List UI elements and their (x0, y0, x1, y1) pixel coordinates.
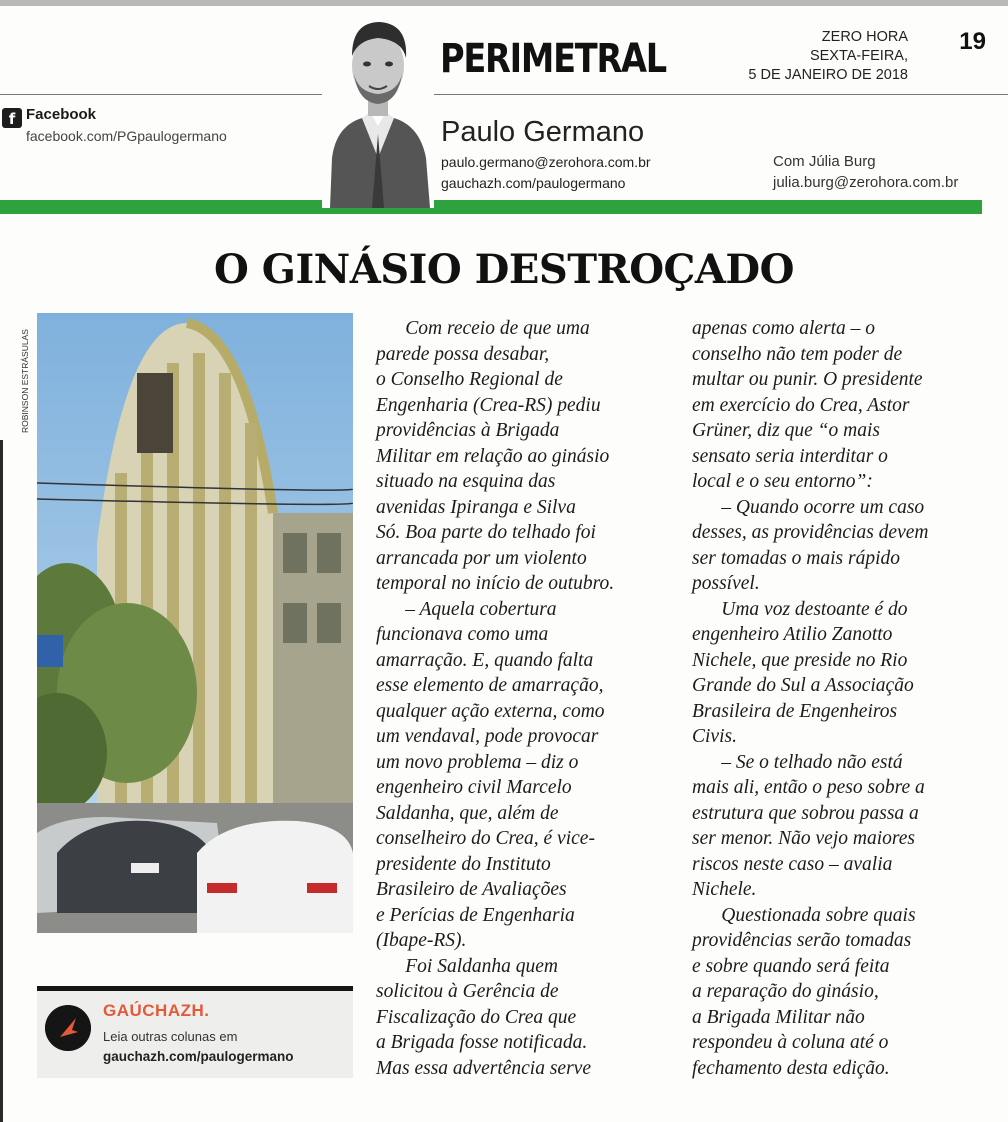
promo-brand: GAÚCHAZH. (103, 1001, 210, 1020)
article-line: providências à Brigada (376, 420, 560, 441)
article-line: riscos neste caso – avalia (692, 853, 893, 875)
gauchazh-promo[interactable] (37, 986, 353, 1078)
weekday: SEXTA-FEIRA, (809, 48, 908, 64)
gauchazh-logo-icon (45, 1005, 91, 1051)
article-line: arrancada por um violento (376, 547, 587, 569)
article-line: Engenharia (Crea-RS) pediu (376, 394, 601, 416)
article-line: Nichele, que preside no Rio (692, 649, 908, 671)
article-line: parede possa desabar, (376, 343, 550, 365)
article-line: conselheiro do Crea, é vice- (376, 828, 595, 849)
article-line: ser menor. Não vejo maiores (692, 828, 915, 849)
article-line: a Brigada fosse notificada. (376, 1032, 588, 1053)
publication-date: 5 DE JANEIRO DE 2018 (748, 67, 908, 83)
article-line: Grande do Sul a Associação (692, 675, 914, 696)
article-line: Militar em relação ao ginásio (376, 445, 610, 467)
article-headline: O GINÁSIO DESTROÇADO (214, 246, 794, 293)
article-line: presidente do Instituto (376, 853, 551, 875)
article-line: – Se o telhado não está (692, 751, 903, 773)
section-title: PERIMETRAL (440, 36, 666, 82)
columnist-portrait (322, 8, 434, 208)
facebook-label: Facebook (26, 106, 97, 123)
green-accent-bar (0, 200, 982, 214)
promo-brand-text: GAÚCHAZH (103, 1001, 205, 1020)
article-line: multar ou punir. O presidente (692, 369, 923, 390)
article-line: estrutura que sobrou passa a (692, 802, 919, 824)
article-line: – Aquela cobertura (376, 598, 557, 620)
article-line: desses, as providências devem (692, 522, 929, 543)
article-line: conselho não tem poder de (692, 343, 903, 365)
collaborator-email[interactable]: julia.burg@zerohora.com.br (773, 174, 959, 191)
header-rule (0, 94, 1008, 95)
photo-credit (20, 313, 34, 433)
article-line: Com receio de que uma (376, 318, 590, 339)
article-line: funcionava como uma (376, 624, 549, 645)
article-line: esse elemento de amarração, (376, 675, 604, 696)
article-line: respondeu à coluna até o (692, 1032, 889, 1053)
article-line: em exercício do Crea, Astor (692, 394, 910, 416)
article-photo (37, 313, 353, 933)
author-email[interactable]: paulo.germano@zerohora.com.br (441, 154, 651, 170)
article-line: sensato seria interditar o (692, 445, 888, 467)
article-line: a reparação do ginásio, (692, 981, 879, 1002)
article-line: e sobre quando será feita (692, 955, 890, 977)
article-line: o Conselho Regional de (376, 369, 563, 390)
article-line: Nichele. (692, 879, 757, 900)
author-site[interactable]: gauchazh.com/paulogermano (441, 175, 626, 191)
collaborator: Com Júlia Burg (773, 153, 876, 170)
article-line: Fiscalização do Crea que (376, 1006, 577, 1028)
article-line: Brasileira de Engenheiros (692, 700, 898, 722)
author-name: Paulo Germano (441, 116, 645, 148)
article-line: Mas essa advertência serve (376, 1057, 591, 1079)
article-line: um vendaval, pode provocar (376, 726, 599, 747)
promo-url[interactable]: gauchazh.com/paulogermano (103, 1049, 294, 1064)
article-line: qualquer ação externa, como (376, 700, 605, 722)
article-line: avenidas Ipiranga e Silva (376, 496, 576, 518)
article-line: Grüner, diz que “o mais (692, 420, 880, 441)
masthead (748, 28, 908, 85)
newspaper-name: ZERO HORA (821, 29, 908, 45)
article-line: Foi Saldanha quem (376, 955, 558, 977)
article-line: (Ibape-RS). (376, 930, 467, 951)
article-line: Saldanha, que, além de (376, 802, 559, 824)
facebook-url[interactable]: facebook.com/PGpaulogermano (26, 128, 227, 144)
article-line: Questionada sobre quais (692, 904, 916, 926)
top-strip (0, 0, 1008, 6)
facebook-icon: f (2, 108, 22, 128)
page-edge (0, 440, 3, 1122)
photo-credit-text: ROBINSON ESTRÁSULAS (20, 329, 30, 433)
article-line: fechamento desta edição. (692, 1057, 890, 1079)
article-line: engenheiro Atilio Zanotto (692, 624, 893, 645)
article-line: mais ali, então o peso sobre a (692, 777, 925, 798)
page-number: 19 (959, 28, 986, 55)
article-column-2 (692, 316, 928, 1081)
article-line: e Perícias de Engenharia (376, 904, 575, 926)
article-line: – Quando ocorre um caso (692, 496, 925, 518)
article-column-1 (376, 316, 614, 1081)
article-line: a Brigada Militar não (692, 1006, 865, 1028)
article-line: Só. Boa parte do telhado foi (376, 522, 596, 543)
article-line: ser tomadas o mais rápido (692, 547, 901, 569)
article-line: Civis. (692, 726, 737, 747)
article-line: engenheiro civil Marcelo (376, 777, 572, 798)
promo-text: Leia outras colunas em (103, 1029, 238, 1044)
article-line: temporal no início de outubro. (376, 573, 615, 594)
article-line: um novo problema – diz o (376, 751, 579, 773)
article-line: solicitou à Gerência de (376, 981, 559, 1002)
article-line: Brasileiro de Avaliações (376, 879, 567, 900)
article-line: amarração. E, quando falta (376, 649, 594, 671)
article-line: possível. (692, 573, 760, 594)
article-line: situado na esquina das (376, 471, 556, 492)
article-line: local e o seu entorno”: (692, 471, 873, 492)
article-line: Uma voz destoante é do (692, 598, 908, 620)
article-line: providências serão tomadas (692, 930, 912, 951)
article-line: apenas como alerta – o (692, 318, 876, 339)
